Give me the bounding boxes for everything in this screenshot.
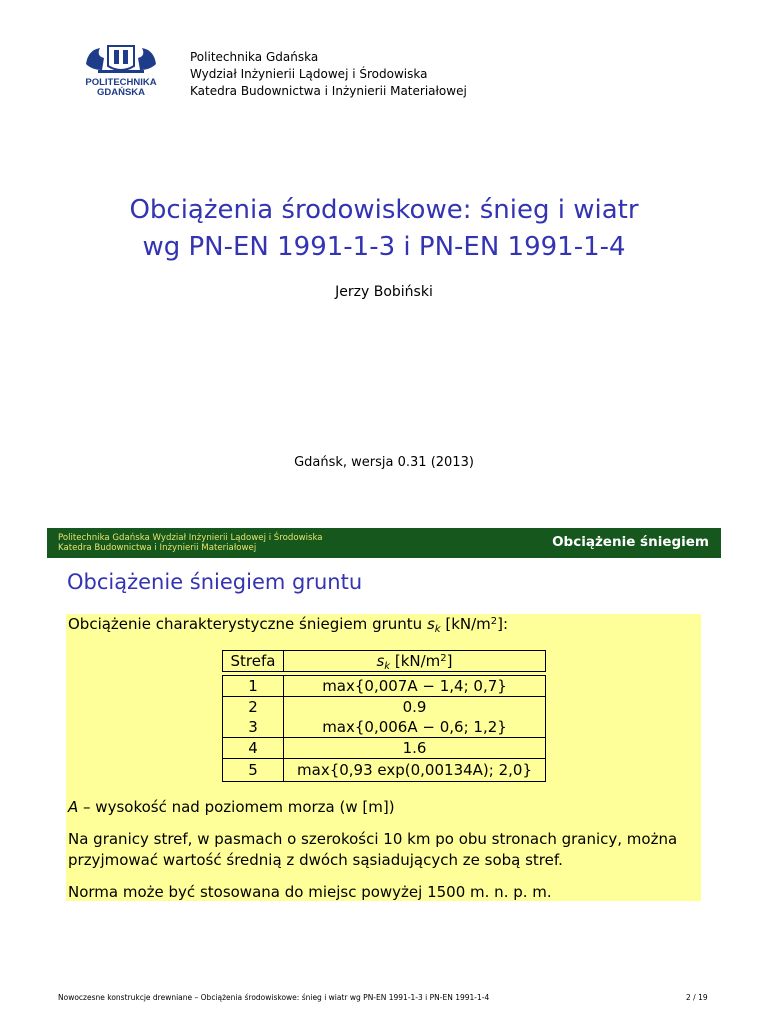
zone-cell: 2 — [222, 697, 284, 717]
page-number — [686, 993, 708, 1002]
zone-cell: 1 — [222, 676, 284, 696]
note-text: – wysokość nad poziomem morza (w [m]) — [78, 798, 395, 816]
zone-cell: 5 — [222, 759, 284, 781]
intro-unit-close: ]: — [497, 615, 509, 633]
table-row — [222, 717, 546, 737]
zone-cell: 3 — [222, 717, 284, 737]
page-current: 2 — [686, 993, 691, 1002]
header-load-symbol: s — [376, 652, 385, 670]
logo-wordmark — [78, 78, 164, 98]
intro-text: Obciążenie charakterystyczne śniegiem gruntu — [68, 615, 423, 633]
header-load-close: ] — [446, 652, 453, 670]
header-load — [284, 651, 546, 671]
formula-cell: max{0,006A − 0,6; 1,2} — [284, 717, 546, 737]
logo-text-line2: GDAŃSKA — [96, 87, 146, 98]
institution-department: Katedra Budownictwa i Inżynierii Materiałowej — [190, 84, 467, 98]
header-load-unit: [kN/m — [394, 652, 441, 670]
formula-cell: max{0,007A − 1,4; 0,7} — [284, 676, 546, 696]
header-institution-line1: Politechnika Gdańska Wydział Inżynierii Lądowej i Środowiska — [58, 533, 323, 543]
zone-cell: 4 — [222, 738, 284, 758]
institution-block — [190, 49, 467, 100]
altitude-note — [68, 797, 708, 818]
table-row — [222, 737, 546, 758]
institution-faculty: Wydział Inżynierii Lądowej i Środowiska — [190, 67, 428, 81]
zone-border-paragraph: Na granicy stref, w pasmach o szerokości 10 km po obu stronach granicy, można przyjmować wartość średnią z dwóch sąsiadujących ze sobą stref. — [68, 830, 678, 869]
note-symbol: A — [68, 798, 79, 816]
formula-cell: 0.9 — [284, 697, 546, 717]
intro-symbol: s — [426, 615, 435, 633]
title-line2: wg PN-EN 1991-1-3 i PN-EN 1991-1-4 — [142, 232, 626, 262]
intro-unit-exp: 2 — [490, 616, 498, 627]
header-load-exp: 2 — [440, 653, 447, 664]
table-row — [222, 675, 546, 696]
formula-cell: 1.6 — [284, 738, 546, 758]
page-total: 19 — [698, 993, 708, 1002]
intro-symbol-sub: k — [434, 624, 441, 635]
logo-text-line1: POLITECHNIKA — [85, 77, 157, 88]
version-date: Gdańsk, wersja 0.31 (2013) — [294, 455, 474, 470]
slide-footer: Nowoczesne konstrukcje drewniane – Obciążenia środowiskowe: śnieg i wiatr wg PN-EN 1991-1-3 i PN-EN 1991-1-4 — [58, 993, 490, 1002]
header-institution-line2: Katedra Budownictwa i Inżynierii Materiałowej — [58, 543, 257, 553]
header-load-sub: k — [384, 661, 391, 672]
header-section-title: Obciążenie śniegiem — [552, 534, 709, 550]
formula-cell: max{0,93 exp(0,00134A); 2,0} — [284, 759, 546, 781]
table-row — [222, 758, 546, 782]
norm-scope-paragraph: Norma może być stosowana do miejsc powyżej 1500 m. n. p. m. — [68, 883, 552, 901]
intro-line — [68, 615, 508, 633]
header-zone: Strefa — [222, 651, 284, 671]
document-title — [0, 192, 768, 266]
author-name: Jerzy Bobiński — [335, 284, 433, 300]
page-separator: / — [693, 993, 696, 1002]
header-institution — [58, 533, 323, 553]
table-row — [222, 696, 546, 717]
snow-zone-table — [222, 650, 546, 782]
intro-unit: [kN/m — [445, 615, 491, 633]
slide-header-bar — [47, 528, 721, 558]
slide-title: Obciążenie śniegiem gruntu — [67, 570, 363, 594]
title-line1: Obciążenia środowiskowe: śnieg i wiatr — [129, 195, 639, 225]
table-header-row — [222, 650, 546, 672]
institution-university: Politechnika Gdańska — [190, 50, 319, 64]
